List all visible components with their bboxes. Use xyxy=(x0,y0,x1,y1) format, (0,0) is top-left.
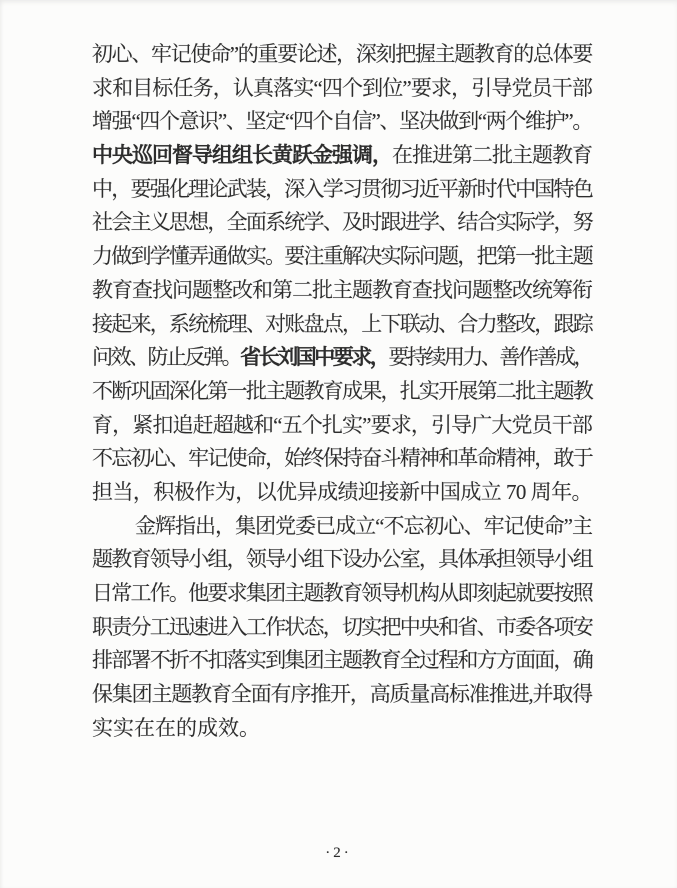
text-segment: 保集团主题教育全面有序推开，高质量高标准推进,并取得 xyxy=(92,682,592,707)
text-segment: 接起来，系统梳理、对账盘点，上下联动、合力整改，跟踪 xyxy=(92,311,592,336)
text-segment: 实实在在的成效。 xyxy=(92,715,260,740)
text-line xyxy=(92,38,592,72)
text-line-content xyxy=(92,308,592,342)
bold-emphasis: 省长刘国中要求， xyxy=(240,345,389,370)
text-segment: 社会主义思想，全面系统学、及时跟进学、结合实际学，努 xyxy=(92,210,592,235)
text-line xyxy=(92,308,592,342)
paragraph xyxy=(92,38,592,510)
text-segment: 求和目标任务，认真落实“四个到位”要求，引导党员干部 xyxy=(92,75,592,100)
text-line xyxy=(92,678,592,712)
text-segment: 担当，积极作为，以优异成绩迎接新中国成立 70 周年。 xyxy=(92,479,592,504)
text-line xyxy=(92,240,592,274)
text-segment: 金辉指出，集团党委已成立“不忘初心、牢记使命”主 xyxy=(135,513,592,538)
text-line xyxy=(92,341,592,375)
text-line xyxy=(92,409,592,443)
text-segment: 育，紧扣追赶超越和“五个扎实”要求，引导广大党员干部 xyxy=(92,412,592,437)
text-line xyxy=(92,577,592,611)
page-number: ·2· xyxy=(325,845,352,861)
text-segment: 不断巩固深化第一批主题教育成果，扎实开展第二批主题教 xyxy=(92,378,592,403)
text-line-content xyxy=(92,274,592,308)
text-segment: 力做到学懂弄通做实。要注重解决实际问题，把第一批主题 xyxy=(92,244,592,269)
text-line-content xyxy=(92,375,592,409)
text-line xyxy=(92,173,592,207)
text-segment: 教育查找问题整改和第二批主题教育查找问题整改统筹衔 xyxy=(92,277,592,302)
text-line-content xyxy=(92,644,592,678)
text-segment: 在推进第二批主题教育 xyxy=(392,143,592,168)
text-line xyxy=(92,712,592,746)
text-line xyxy=(92,611,592,645)
text-line-content xyxy=(92,611,592,645)
text-segment: 排部署不折不扣落实到集团主题教育全过程和方方面面，确 xyxy=(92,648,592,673)
text-segment: 初心、牢记使命”的重要论述，深刻把握主题教育的总体要 xyxy=(92,42,592,66)
text-line-content xyxy=(92,206,592,240)
text-line-content xyxy=(92,442,592,476)
text-segment: 问效、防止反弹。 xyxy=(92,345,241,370)
text-line-content xyxy=(92,543,592,577)
text-segment: 不忘初心、牢记使命，始终保持奋斗精神和革命精神，敢于 xyxy=(92,446,592,471)
text-segment: 职责分工迅速进入工作状态，切实把中央和省、市委各项安 xyxy=(92,614,592,639)
text-line-content xyxy=(92,240,592,274)
text-line xyxy=(92,206,592,240)
text-line-content xyxy=(92,173,592,207)
paragraph xyxy=(92,510,592,746)
text-line xyxy=(92,476,592,510)
text-segment: 要持续用力、善作善成， xyxy=(388,345,593,370)
text-line xyxy=(92,644,592,678)
text-line-content xyxy=(92,712,260,746)
document-body xyxy=(92,38,592,745)
text-line xyxy=(92,510,592,544)
text-line-content xyxy=(92,72,592,106)
text-segment: 日常工作。他要求集团主题教育领导机构从即刻起就要按照 xyxy=(92,581,592,605)
text-line-content xyxy=(92,409,592,443)
text-line-content xyxy=(92,105,592,139)
text-line xyxy=(92,442,592,476)
text-segment: 增强“四个意识”、坚定“四个自信”、坚决做到“两个维护”。 xyxy=(92,109,592,134)
text-line xyxy=(92,375,592,409)
text-segment: 中，要强化理论武装，深入学习贯彻习近平新时代中国特色 xyxy=(92,176,592,201)
text-line-content xyxy=(92,577,592,611)
text-line-content xyxy=(92,510,592,544)
text-line xyxy=(92,105,592,139)
text-line xyxy=(92,543,592,577)
text-line xyxy=(92,72,592,106)
text-line-content xyxy=(92,139,592,173)
text-line xyxy=(92,139,592,173)
text-line-content xyxy=(92,38,592,72)
bold-emphasis: 中央巡回督导组组长黄跃金强调， xyxy=(92,143,392,168)
text-line-content xyxy=(92,341,592,375)
text-segment: 题教育领导小组，领导小组下设办公室，具体承担领导小组 xyxy=(92,547,592,572)
text-line-content xyxy=(92,678,592,712)
text-line xyxy=(92,274,592,308)
text-line-content xyxy=(92,476,592,510)
